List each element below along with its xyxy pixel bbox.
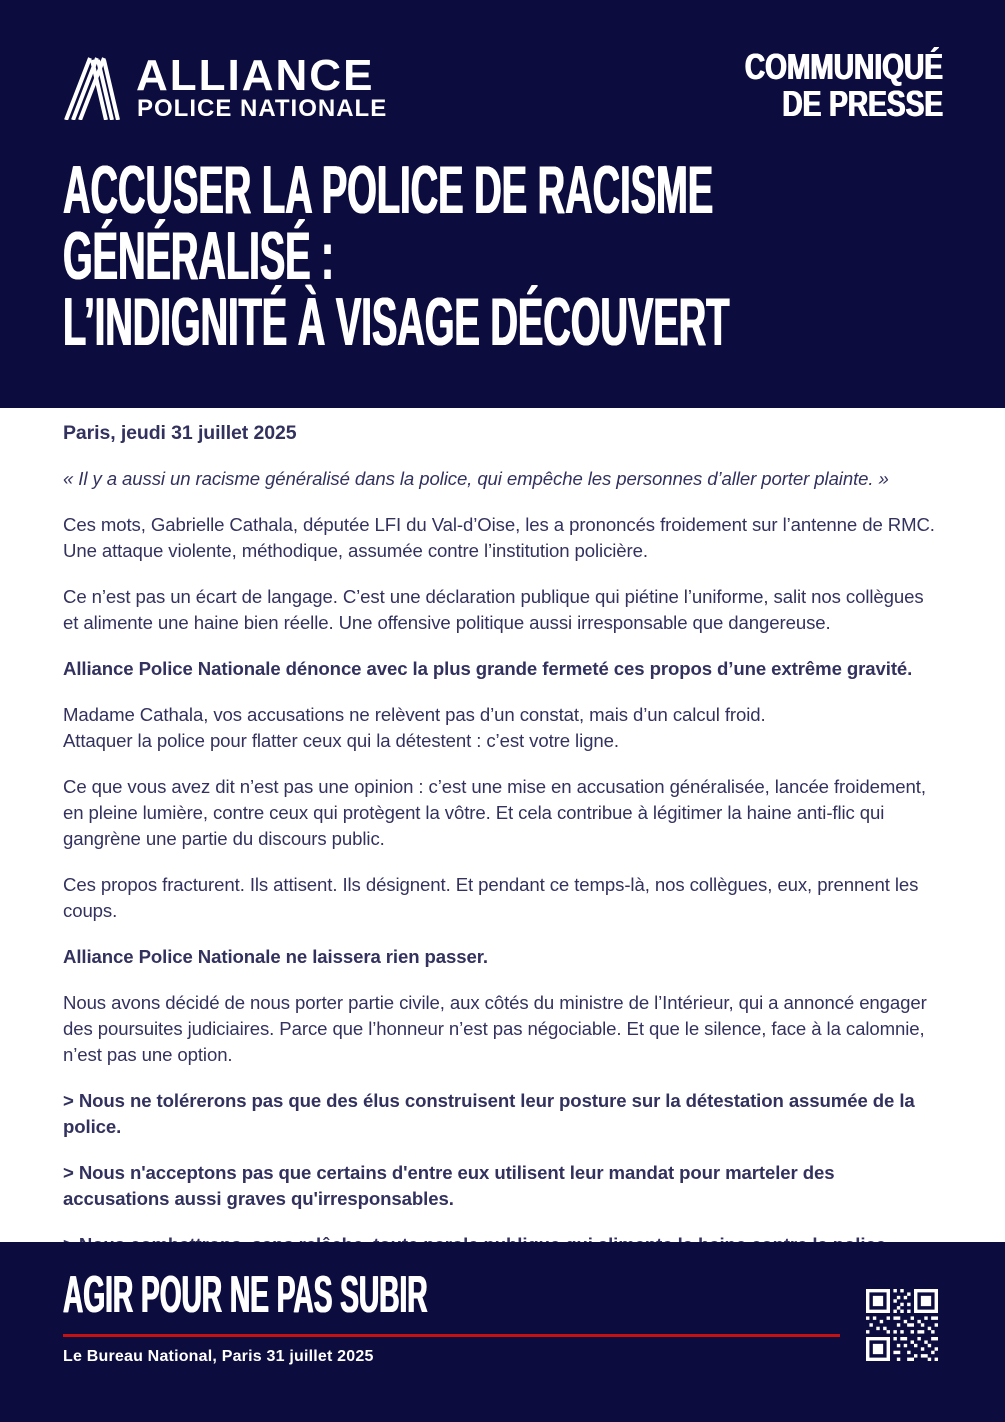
- paragraph-bold: Alliance Police Nationale ne laissera rien passer.: [63, 946, 488, 967]
- dateline: Paris, jeudi 31 juillet 2025: [63, 422, 297, 444]
- paragraph: [63, 702, 943, 754]
- paragraph-bold: Alliance Police Nationale dénonce avec la plus grande fermeté ces propos d’une extrême gravité.: [63, 658, 913, 679]
- bullet-statement: > Nous ne tolérerons pas que des élus construisent leur posture sur la détestation assumée de la police.: [63, 1090, 915, 1137]
- paragraph: Ces propos fracturent. Ils attisent. Ils désignent. Et pendant ce temps-là, nos collègues, eux, prennent les coups.: [63, 874, 919, 921]
- footer-slogan: [63, 1266, 738, 1324]
- headline: [63, 152, 1005, 360]
- headline-line: GÉNÉRALISÉ :: [63, 218, 334, 294]
- pull-quote: « Il y a aussi un racisme généralisé dans la police, qui empêche les personnes d’aller porter plainte. »: [63, 468, 889, 489]
- paragraph-line: Madame Cathala, vos accusations ne relèvent pas d’un constat, mais d’un calcul froid.: [63, 704, 766, 725]
- logo-sub-text: POLICE NATIONALE: [137, 95, 388, 122]
- header-banner: [0, 0, 1005, 408]
- paragraph: Ces mots, Gabrielle Cathala, députée LFI du Val-d’Oise, les a prononcés froidement sur l’antenne de RMC. Une attaque violente, méthodique, assumée contre l’institution policière.: [63, 514, 935, 561]
- paragraph: Nous avons décidé de nous porter partie civile, aux côtés du ministre de l’Intérieur, qui a annoncé engager des poursuites judiciaires. Parce que l’honneur n’est pas négociable. Et que le silence, face à la calomnie, n’est pas une option.: [63, 992, 927, 1065]
- alliance-a-logo-icon: [64, 56, 120, 120]
- bullet-statement: > Nous n'acceptons pas que certains d'entre eux utilisent leur mandat pour marteler des accusations aussi graves qu'irresponsables.: [63, 1162, 835, 1209]
- document-body: [63, 408, 943, 1278]
- paragraph: Ce n’est pas un écart de langage. C’est une déclaration publique qui piétine l’uniforme, salit nos collègues et alimente une haine bien réelle. Une offensive politique aussi irresponsable que dangereuse.: [63, 586, 924, 633]
- headline-line: L’INDIGNITÉ À VISAGE DÉCOUVERT: [63, 284, 730, 360]
- headline-line: ACCUSER LA POLICE DE RACISME: [63, 152, 714, 228]
- logo-brand-text: ALLIANCE: [136, 51, 375, 100]
- red-divider: [63, 1334, 840, 1337]
- press-release-label: [689, 48, 943, 122]
- paragraph: Ce que vous avez dit n’est pas une opinion : c’est une mise en accusation généralisée, lancée froidement, en pleine lumière, contre ceux qui protègent la vôtre. Et cela contribue à légitimer la haine anti-flic qui gangrène une partie du discours public.: [63, 776, 926, 849]
- footer-slogan-text: AGIR POUR NE PAS SUBIR: [63, 1266, 428, 1324]
- footer-signature: Le Bureau National, Paris 31 juillet 2025: [63, 1348, 374, 1365]
- paragraph-line: Attaquer la police pour flatter ceux qui la détestent : c’est votre ligne.: [63, 730, 619, 751]
- press-release-line1: COMMUNIQUÉ: [744, 46, 943, 87]
- qr-code-icon: [866, 1289, 938, 1361]
- press-release-line2: DE PRESSE: [782, 83, 943, 124]
